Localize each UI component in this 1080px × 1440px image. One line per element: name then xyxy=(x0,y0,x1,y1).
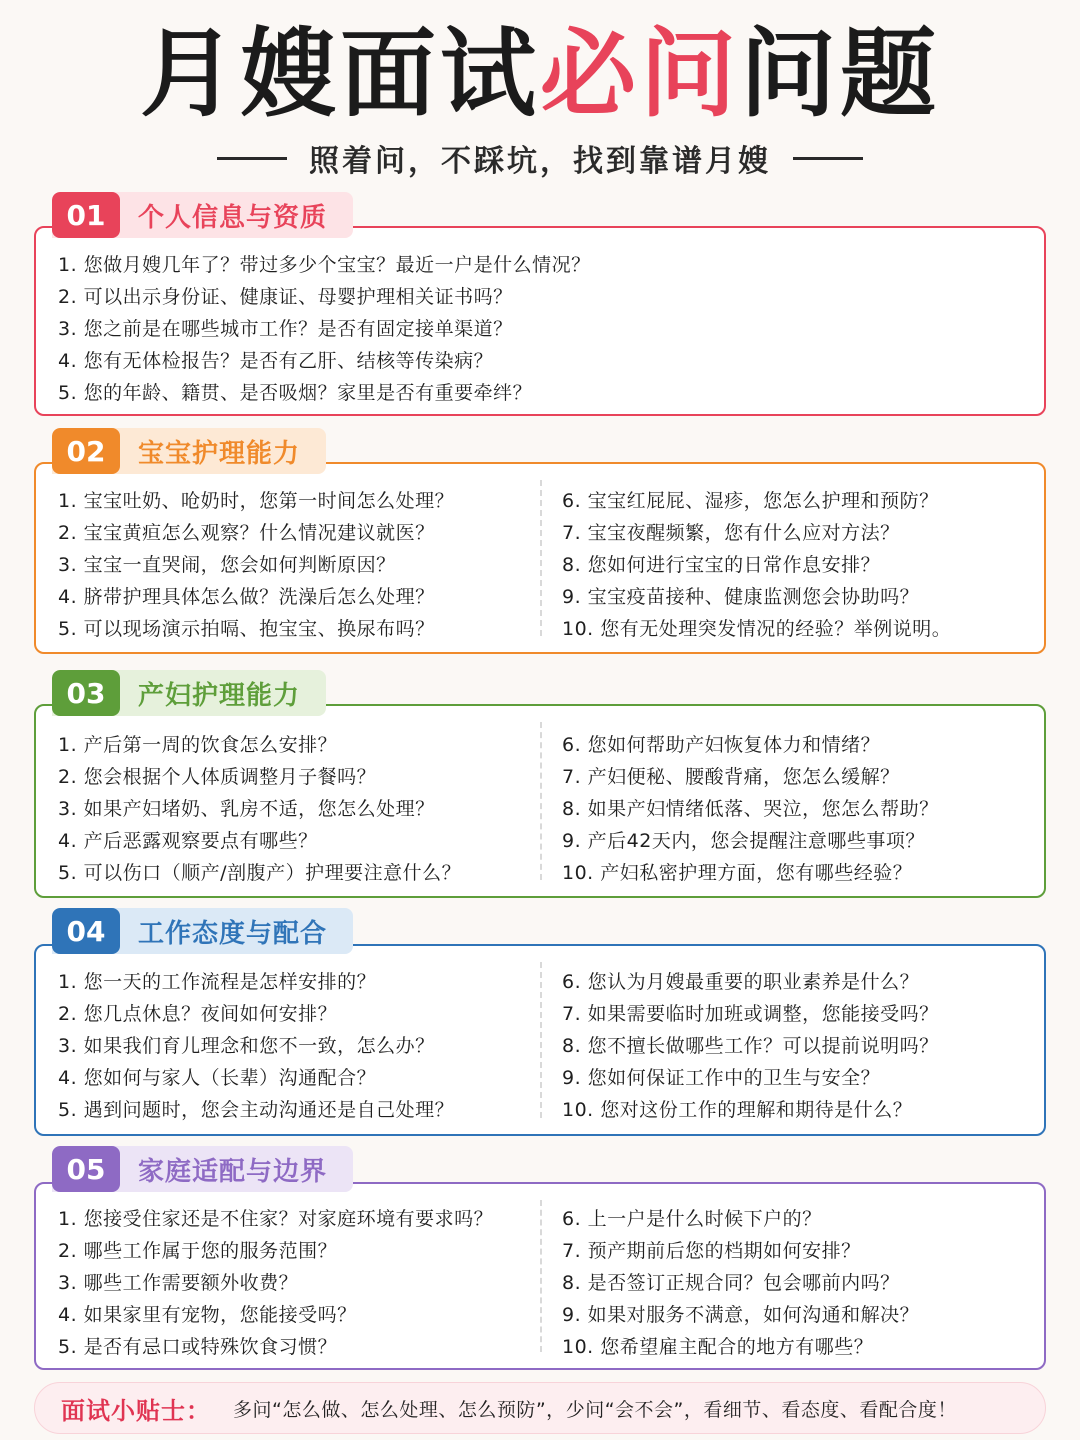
section-tag xyxy=(52,1146,353,1192)
subtitle xyxy=(0,136,1080,180)
question-item: 9. 如果对服务不满意，如何沟通和解决？ xyxy=(562,1304,920,1326)
question-item: 1. 宝宝吐奶、呛奶时，您第一时间怎么处理？ xyxy=(58,490,455,512)
column-divider xyxy=(540,722,542,880)
question-item: 2. 可以出示身份证、健康证、母婴护理相关证书吗？ xyxy=(58,286,513,308)
question-item: 1. 您一天的工作流程是怎样安排的？ xyxy=(58,971,377,993)
question-item: 4. 您如何与家人（长辈）沟通配合？ xyxy=(58,1067,377,1089)
section-number: 05 xyxy=(52,1146,120,1192)
section-number: 04 xyxy=(52,908,120,954)
section-number: 01 xyxy=(52,192,120,238)
question-item: 2. 哪些工作属于您的服务范围？ xyxy=(58,1240,338,1262)
subtitle-text: 照着问，不踩坑，找到靠谱月嫂 xyxy=(309,144,771,179)
page-title xyxy=(0,14,1080,134)
section-tag xyxy=(52,192,353,238)
question-item: 2. 您会根据个人体质调整月子餐吗？ xyxy=(58,766,377,788)
question-item: 1. 您接受住家还是不住家？对家庭环境有要求吗？ xyxy=(58,1208,494,1230)
title-accent: 必问 xyxy=(540,18,740,130)
question-item: 6. 您认为月嫂最重要的职业素养是什么？ xyxy=(562,971,920,993)
column-divider xyxy=(540,962,542,1118)
question-item: 4. 脐带护理具体怎么做？洗澡后怎么处理？ xyxy=(58,586,435,608)
section-number: 03 xyxy=(52,670,120,716)
question-item: 6. 上一户是什么时候下户的？ xyxy=(562,1208,822,1230)
question-item: 8. 如果产妇情绪低落、哭泣，您怎么帮助？ xyxy=(562,798,939,820)
section-name: 工作态度与配合 xyxy=(138,918,328,949)
question-item: 5. 是否有忌口或特殊饮食习惯？ xyxy=(58,1336,338,1358)
title-rest: 问题 xyxy=(740,18,940,130)
question-item: 8. 您如何进行宝宝的日常作息安排？ xyxy=(562,554,881,576)
question-item: 5. 可以伤口（顺产/剖腹产）护理要注意什么？ xyxy=(58,862,462,884)
title-main: 月嫂面试 xyxy=(140,18,540,130)
tip-text: 多问“怎么做、怎么处理、怎么预防”，少问“会不会”，看细节、看态度、看配合度！ xyxy=(233,1398,957,1421)
column-divider xyxy=(540,1200,542,1352)
question-item: 10. 您希望雇主配合的地方有哪些？ xyxy=(562,1336,874,1358)
question-item: 5. 可以现场演示拍嗝、抱宝宝、换尿布吗？ xyxy=(58,618,435,640)
section-tag xyxy=(52,428,326,474)
question-item: 7. 预产期前后您的档期如何安排？ xyxy=(562,1240,861,1262)
section-name: 产妇护理能力 xyxy=(138,680,301,711)
section-name: 宝宝护理能力 xyxy=(138,438,301,469)
section-number: 02 xyxy=(52,428,120,474)
section-name: 家庭适配与边界 xyxy=(138,1156,328,1187)
question-item: 7. 如果需要临时加班或调整，您能接受吗？ xyxy=(562,1003,939,1025)
subtitle-right-dash xyxy=(793,157,863,160)
question-item: 7. 产妇便秘、腰酸背痛，您怎么缓解？ xyxy=(562,766,900,788)
question-item: 4. 如果家里有宠物，您能接受吗？ xyxy=(58,1304,357,1326)
section-tag xyxy=(52,908,353,954)
question-item: 3. 哪些工作需要额外收费？ xyxy=(58,1272,299,1294)
question-item: 6. 宝宝红屁屁、湿疹，您怎么护理和预防？ xyxy=(562,490,939,512)
question-item: 3. 如果我们育儿理念和您不一致，怎么办？ xyxy=(58,1035,435,1057)
question-item: 5. 您的年龄、籍贯、是否吸烟？家里是否有重要牵绊？ xyxy=(58,382,533,404)
question-item: 7. 宝宝夜醒频繁，您有什么应对方法？ xyxy=(562,522,900,544)
question-item: 10. 产妇私密护理方面，您有哪些经验？ xyxy=(562,862,913,884)
question-item: 9. 产后42天内，您会提醒注意哪些事项？ xyxy=(562,830,925,852)
tip-label: 面试小贴士： xyxy=(61,1396,211,1425)
question-item: 6. 您如何帮助产妇恢复体力和情绪？ xyxy=(562,734,881,756)
question-item: 3. 您之前是在哪些城市工作？是否有固定接单渠道？ xyxy=(58,318,513,340)
question-item: 1. 产后第一周的饮食怎么安排？ xyxy=(58,734,338,756)
section-name: 个人信息与资质 xyxy=(138,202,328,233)
subtitle-left-dash xyxy=(217,157,287,160)
question-item: 9. 您如何保证工作中的卫生与安全？ xyxy=(562,1067,881,1089)
question-item: 10. 您有无处理突发情况的经验？举例说明。 xyxy=(562,618,952,640)
question-item: 10. 您对这份工作的理解和期待是什么？ xyxy=(562,1099,913,1121)
question-item: 4. 产后恶露观察要点有哪些？ xyxy=(58,830,318,852)
question-item: 5. 遇到问题时，您会主动沟通还是自己处理？ xyxy=(58,1099,455,1121)
question-item: 1. 您做月嫂几年了？带过多少个宝宝？最近一户是什么情况？ xyxy=(58,254,591,276)
question-item: 3. 如果产妇堵奶、乳房不适，您怎么处理？ xyxy=(58,798,435,820)
column-divider xyxy=(540,480,542,636)
question-item: 3. 宝宝一直哭闹，您会如何判断原因？ xyxy=(58,554,396,576)
question-item: 4. 您有无体检报告？是否有乙肝、结核等传染病？ xyxy=(58,350,494,372)
question-item: 2. 您几点休息？夜间如何安排？ xyxy=(58,1003,338,1025)
question-item: 9. 宝宝疫苗接种、健康监测您会协助吗？ xyxy=(562,586,920,608)
question-item: 2. 宝宝黄疸怎么观察？什么情况建议就医？ xyxy=(58,522,435,544)
tip-banner xyxy=(34,1382,1046,1434)
question-item: 8. 是否签订正规合同？包会哪前内吗？ xyxy=(562,1272,900,1294)
section-tag xyxy=(52,670,326,716)
question-item: 8. 您不擅长做哪些工作？可以提前说明吗？ xyxy=(562,1035,939,1057)
